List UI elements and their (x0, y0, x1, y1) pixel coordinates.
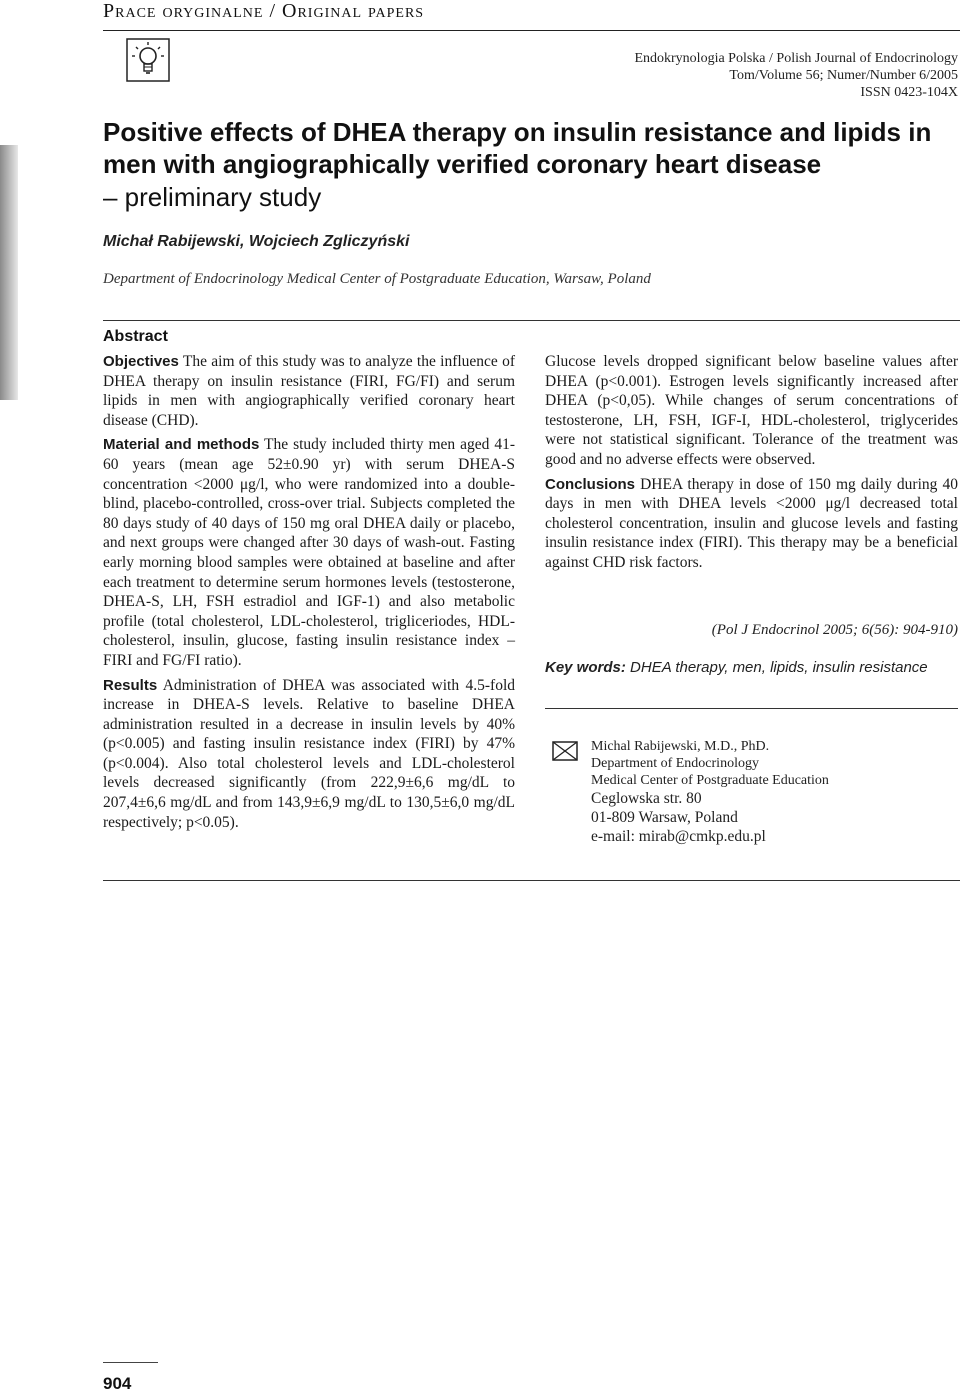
contact-email: e-mail: mirab@cmkp.edu.pl (591, 828, 766, 845)
keywords-text: DHEA therapy, men, lipids, insulin resistance (625, 659, 928, 676)
journal-info (634, 50, 958, 101)
contact-center: Medical Center of Postgraduate Education (591, 773, 829, 788)
objectives-text: The aim of this study was to analyze the influence of DHEA therapy on insulin resistance (FIRI, FG/FI) and serum lipids in men with angiographically verified coronary heart disease (CHD). (103, 353, 515, 429)
contact-street: Ceglowska str. 80 (591, 790, 702, 807)
methods-text: The study included thirty men aged 41-60 years (mean age 52±0.90 yr) with serum DHEA-S concentration <2000 μg/l, who were randomized into a double-blind, placebo-controlled, cross-over trial. Subjects completed the 80 days study of 40 days of 150 mg oral DHEA daily or placebo, and next groups were changed after 30 days of wash-out. Fasting early morning blood samples were obtained at baseline and after each treatment to determine serum hormones levels (testosterone, DHEA-S, LH, FSH estradiol and IGF-1) and also metabolic profile (total cholesterol, LDL-cholesterol, trigliceriodes, HDL-cholesterol, insulin, glucose, fasting insulin resistance index – FIRI and FG/FI ratio). (103, 436, 515, 669)
conclusions-label: Conclusions (545, 475, 636, 493)
results-continued: Glucose levels dropped significant below baseline values after DHEA (p<0.001). Estrogen levels significantly increased after DHEA (p<0,05). While changes of serum concentrations of testosterone, LH, FSH, IGF-I, HDL-cholesterol, triglycerides were not statistical significant. Tolerance of the treatment was good and no adverse effects were observed. (545, 353, 958, 468)
abstract-heading: Abstract (103, 328, 168, 345)
journal-name: Endokrynologia Polska / Polish Journal of Endocrinology (634, 51, 958, 66)
abstract-rule (103, 320, 960, 321)
header-rule (103, 30, 960, 31)
keywords (545, 659, 960, 676)
keywords-rule (545, 708, 958, 709)
article-title: Positive effects of DHEA therapy on insulin resistance and lipids in men with angiographically verified coronary heart disease (103, 117, 932, 179)
page-number-rule (103, 1362, 158, 1363)
envelope-icon (552, 738, 578, 764)
contact-dept: Department of Endocrinology (591, 756, 759, 771)
journal-issn: ISSN 0423-104X (860, 85, 958, 100)
article-authors: Michał Rabijewski, Wojciech Zgliczyński (103, 233, 410, 250)
keywords-label: Key words: (545, 659, 626, 676)
objectives-paragraph (103, 352, 515, 430)
citation: (Pol J Endocrinol 2005; 6(56): 904-910) (711, 622, 958, 638)
contact-name: Michal Rabijewski, M.D., PhD. (591, 739, 770, 754)
methods-paragraph (103, 435, 515, 670)
abstract-end-rule (103, 880, 960, 881)
abstract-right-column (545, 352, 958, 578)
section-label: Prace oryginalne / Original papers (103, 0, 425, 22)
methods-label: Material and methods (103, 436, 260, 454)
article-affiliation: Department of Endocrinology Medical Center of Postgraduate Education, Warsaw, Poland (103, 271, 651, 287)
conclusions-paragraph (545, 475, 958, 573)
correspondence-address (591, 738, 829, 846)
lightbulb-icon (126, 38, 170, 82)
page-number: 904 (103, 1374, 132, 1393)
side-decoration-bar (0, 145, 18, 400)
article-subtitle: – preliminary study (103, 182, 322, 212)
contact-city: 01-809 Warsaw, Poland (591, 809, 738, 826)
conclusions-text: DHEA therapy in dose of 150 mg daily during 40 days in men with DHEA levels <2000 μg/l decreased total cholesterol concentration, insulin and glucose levels and fasting insulin resistance index (FIRI). This therapy may be a beneficial against CHD risk factors. (545, 475, 958, 571)
journal-volume: Tom/Volume 56; Numer/Number 6/2005 (729, 68, 958, 83)
results-text: Administration of DHEA was associated with 4.5-fold increase in DHEA-S levels. Relative to baseline DHEA administration resulted in a decrease in insulin levels by 40% (p<0.005) and fasting insulin resistance index (FIRI) by 47% (p<0.004). Also total cholesterol levels and LDL-cholesterol levels decreased significantly (from 222,9±6,6 mg/dL to 207,4±6,6 mg/dL and from 143,9±6,9 mg/dL to 130,5±6,0 mg/dL respectively; p<0.05). (103, 676, 515, 831)
results-paragraph (103, 676, 515, 833)
objectives-label: Objectives (103, 353, 179, 370)
abstract-left-column (103, 352, 515, 837)
results-label: Results (103, 676, 158, 694)
